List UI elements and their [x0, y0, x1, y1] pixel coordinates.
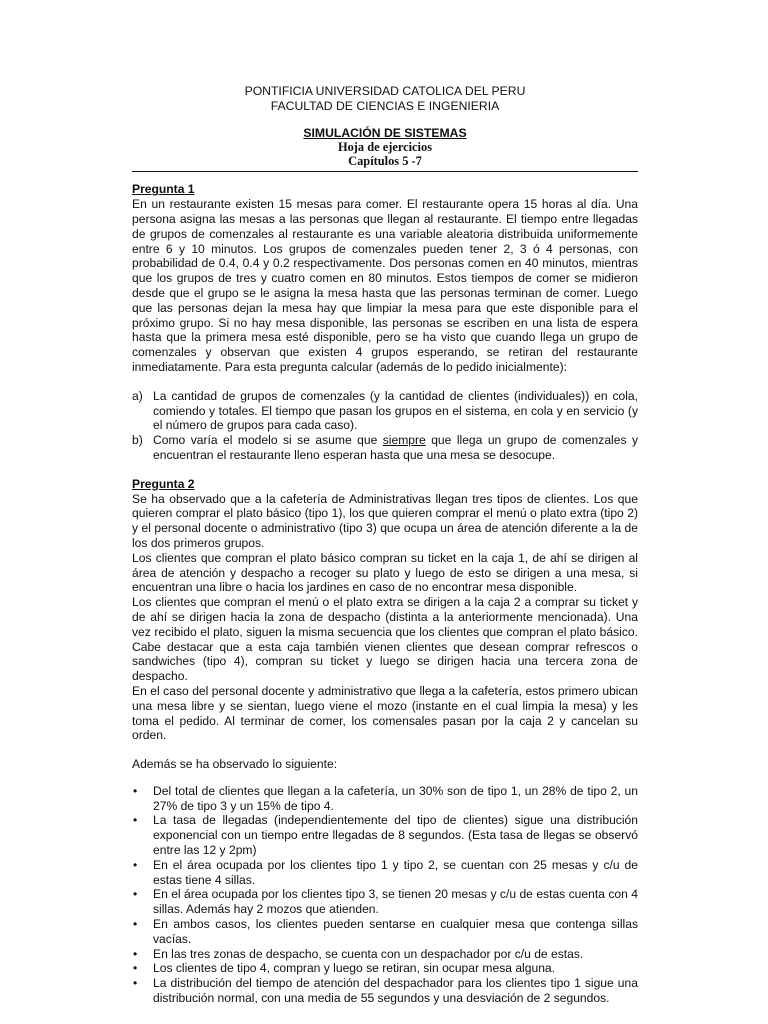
- question-1-item-a: [132, 389, 638, 433]
- question-2-title: Pregunta 2: [132, 476, 195, 491]
- course-title: SIMULACIÓN DE SISTEMAS: [303, 126, 467, 140]
- list-item: • En ambos casos, los clientes pueden sentarse en cualquier mesa que contenga sillas vacías.: [133, 917, 638, 946]
- list-item: • La distribución del tiempo de atención del despachador para los clientes tipo 1 sigue una distribución normal, con una media de 55 segundos y una desviación de 2 segundos.: [133, 976, 638, 1006]
- question-1-item-b: [132, 433, 638, 463]
- emphasis-siempre: siempre: [382, 433, 426, 448]
- bullet-icon: •: [133, 857, 138, 872]
- university-name: PONTIFICIA UNIVERSIDAD CATOLICA DEL PERU: [244, 84, 526, 98]
- list-item: • En el área ocupada por los clientes tipo 1 y tipo 2, se cuentan con 25 mesas y c/u de estas tiene 4 sillas.: [133, 857, 638, 887]
- list-item: • La tasa de llegadas (independientemente del tipo de clientes) sigue una distribución exponencial con un tiempo entre llegadas de 8 segundos. (Esta tasa de llegas se observó entre las 12 y 2pm): [133, 813, 638, 858]
- bullet-icon: •: [133, 961, 138, 976]
- faculty-name: FACULTAD DE CIENCIAS E INGENIERIA: [270, 98, 500, 113]
- item-text-pre: Como varía el modelo si se asume que: [153, 433, 383, 448]
- bullet-icon: •: [133, 813, 138, 828]
- item-label: b): [132, 433, 143, 448]
- bullet-icon: •: [133, 917, 138, 932]
- question-1-body: En un restaurante existen 15 mesas para comer. El restaurante opera 15 horas al día. Una persona asigna las mesas a las personas que llegan al restaurante. El tiempo entre llegadas de grupos de comenzales al restaurante es una variable aleatoria distribuida uniformemente entre 6 y 10 minutos. Los grupos de comenzales pueden tener 2, 3 ó 4 personas, con probabilidad de 0.4, 0.4 y 0.2 respectivamente. Dos personas comen en 40 minutos, mientras que los grupos de tres y cuatro comen en 80 minutos. Estos tiempos de comer se midieron desde que el grupo se le asigna la mesa hasta que las personas terminan de comer. Luego que las personas dejan la mesa hay que limpiar la mesa para que este disponible para el próximo grupo. Si no hay mesa disponible, las personas se escriben en una lista de espera hasta que la primera mesa esté disponible, pero se ha visto que cuando llega un grupo de comenzales y observan que existen 4 grupos esperando, se retiran del restaurante inmediatamente. Para esta pregunta calcular (además de lo pedido inicialmente):: [132, 197, 638, 374]
- observations-list: [132, 784, 638, 1006]
- chapters-label: Capítulos 5 -7: [348, 154, 422, 169]
- question-2-paragraph-1: Se ha observado que a la cafetería de Administrativas llegan tres tipos de clientes. Los que quieren comprar el plato básico (tipo 1), los que quieren comprar el menú o plato extra (tipo 2) y el personal docente o administrativo (tipo 3) que ocupa un área de atención diferente a la de los dos primeros grupos.: [132, 491, 638, 550]
- item-text: La cantidad de grupos de comenzales (y la cantidad de clientes (individuales)) en cola, comiendo y totales. El tiempo que pasan los grupos en el sistema, en cola y en servicio (y el número de grupos para cada caso).: [153, 388, 638, 433]
- question-2-paragraph-2: Los clientes que compran el plato básico compran su ticket en la caja 1, de ahí se dirigen al área de atención y despacho a recoger su plato y luego de esto se dirigen a una mesa, si encuentran una libre o hacia los jardines en caso de no encontrar mesa disponible.: [132, 550, 638, 595]
- question-1-items: [132, 389, 638, 463]
- sheet-subtitle: Hoja de ejercicios: [337, 140, 433, 154]
- bullet-icon: •: [133, 887, 138, 902]
- item-text-post: que llega un grupo de comenzales y encuentran el restaurante lleno esperan hasta que una mesa se desocupe.: [153, 433, 638, 462]
- list-item: • En las tres zonas de despacho, se cuenta con un despachador por c/u de estas.: [133, 946, 584, 961]
- question-2-paragraph-4: En el caso del personal docente y administrativo que llega a la cafetería, estos primero ubican una mesa libre y se sientan, luego viene el mozo (instante en el cual limpia la mesa) y les toma el pedido. Al terminar de comer, los comensales pasan por la caja 2 y cancelan su orden.: [132, 683, 638, 743]
- list-item: • Del total de clientes que llegan a la cafetería, un 30% son de tipo 1, un 28% de tipo 2, un 27% de tipo 3 y un 15% de tipo 4.: [133, 783, 638, 813]
- item-label: a): [132, 388, 143, 403]
- list-item: • En el área ocupada por los clientes tipo 3, se tienen 20 mesas y c/u de estas cuenta con 4 sillas. Además hay 2 mozos que atienden.: [133, 887, 638, 917]
- question-2-observations-intro: Además se ha observado lo siguiente:: [132, 757, 338, 772]
- header-divider: [132, 171, 638, 172]
- question-1-title: Pregunta 1: [132, 182, 195, 197]
- bullet-icon: •: [133, 946, 138, 961]
- bullet-icon: •: [133, 976, 138, 991]
- bullet-icon: •: [133, 783, 138, 798]
- question-2-paragraph-3: Los clientes que compran el menú o el plato extra se dirigen a la caja 2 a comprar su ticket y de ahí se dirigen hacia la zona de despacho (distinta a la anteriormente mencionada). Una vez recibido el plato, siguen la misma secuencia que los clientes que compran el plato básico. Cabe destacar que a esta caja también vienen clientes que desean comprar refrescos o sandwiches (tipo 4), compran su ticket y luego se dirigen hacia una tercera zona de despacho.: [132, 595, 638, 684]
- list-item: • Los clientes de tipo 4, compran y luego se retiran, sin ocupar mesa alguna.: [133, 961, 556, 976]
